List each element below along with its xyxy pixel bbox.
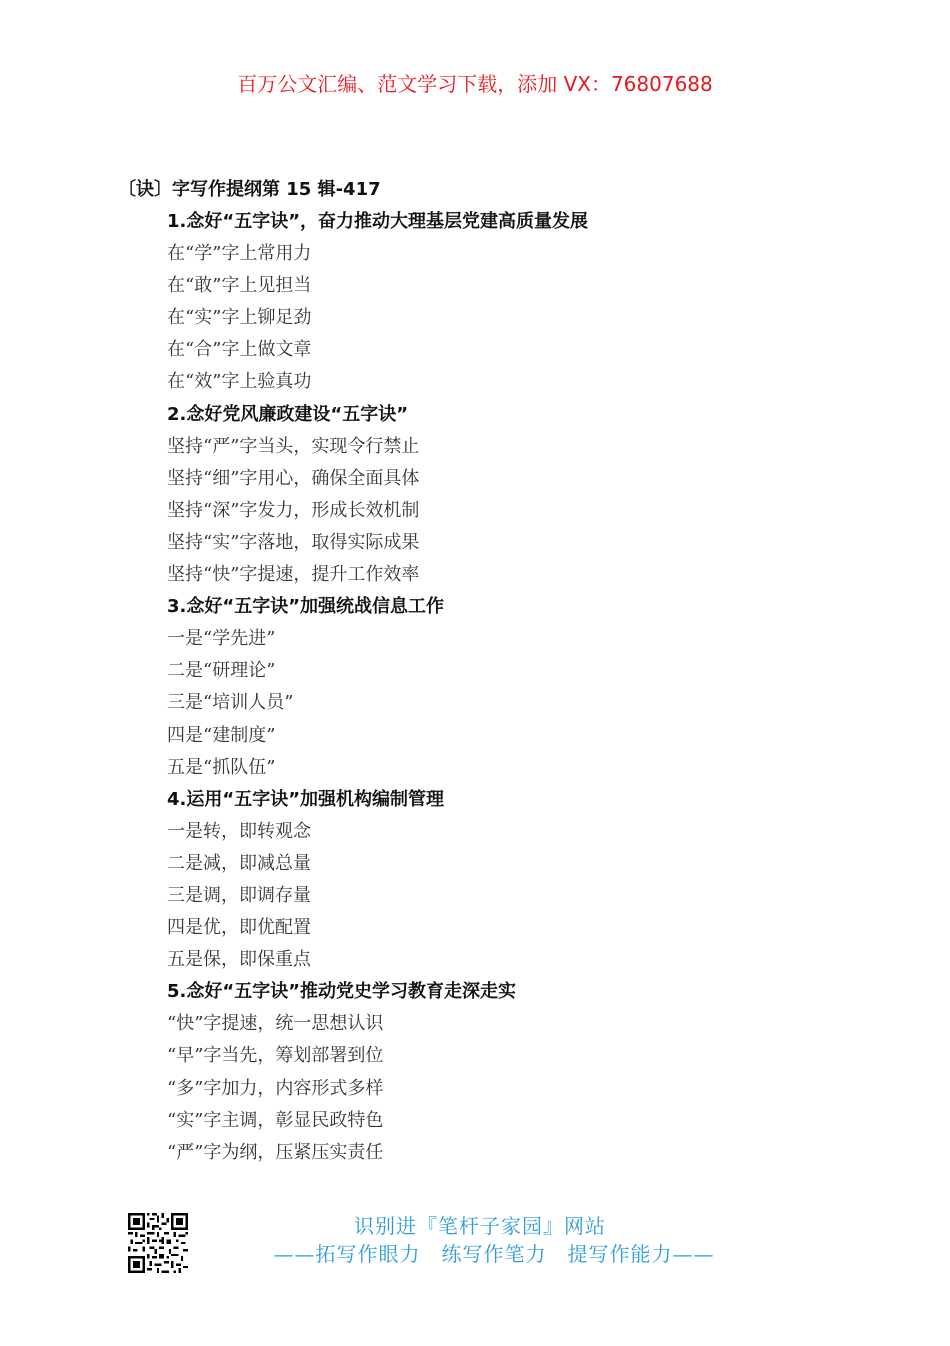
footer-site-link[interactable]: 识别进『笔杆子家园』网站 — [354, 1214, 606, 1238]
outline-item: 二是减，即减总量 — [167, 852, 311, 874]
outline-item: 坚持“细”字用心，确保全面具体 — [167, 467, 420, 489]
outline-heading: 1.念好“五字诀”，奋力推动大理基层党建高质量发展 — [167, 211, 589, 232]
outline-item: 坚持“快”字提速，提升工作效率 — [167, 564, 420, 586]
outline-item: 在“学”字上常用力 — [167, 243, 312, 265]
outline-heading: 3.念好“五字诀”加强统战信息工作 — [167, 596, 445, 618]
outline-item: 一是“学先进” — [167, 628, 276, 650]
outline-heading: 5.念好“五字诀”推动党史学习教育走深走实 — [167, 981, 517, 1003]
outline-heading: 2.念好党风廉政建设“五字诀” — [167, 403, 409, 425]
outline-list — [167, 206, 867, 1169]
document-title: 〔诀〕字写作提纲第 15 辑-417 — [118, 179, 381, 200]
outline-item: 在“合”字上做文章 — [167, 339, 312, 361]
outline-item: 坚持“实”字落地，取得实际成果 — [167, 531, 420, 553]
outline-item: 三是调，即调存量 — [167, 884, 311, 906]
header-banner: 百万公文汇编、范文学习下载，添加 VX：76807688 — [237, 72, 713, 96]
outline-item: “快”字提速，统一思想认识 — [167, 1013, 384, 1035]
outline-item: 五是“抓队伍” — [167, 756, 276, 778]
outline-item: 四是“建制度” — [167, 724, 276, 746]
qr-code-icon — [128, 1213, 188, 1273]
outline-item: 坚持“严”字当头，实现令行禁止 — [167, 435, 420, 457]
footer — [200, 1212, 760, 1268]
outline-item: 三是“培训人员” — [167, 692, 294, 714]
outline-item: 在“敢”字上见担当 — [167, 275, 312, 297]
outline-item: “实”字主调，彰显民政特色 — [167, 1109, 384, 1131]
outline-item: 二是“研理论” — [167, 660, 276, 682]
outline-item: 五是保，即保重点 — [167, 949, 311, 971]
outline-item: 一是转，即转观念 — [167, 820, 311, 842]
outline-heading: 4.运用“五字诀”加强机构编制管理 — [167, 788, 445, 810]
outline-item: “严”字为纲，压紧压实责任 — [167, 1141, 384, 1163]
outline-item: 在“实”字上铆足劲 — [167, 307, 312, 329]
outline-item: “早”字当先，筹划部署到位 — [167, 1045, 384, 1067]
outline-item: 坚持“深”字发力，形成长效机制 — [167, 499, 420, 521]
outline-item: 四是优，即优配置 — [167, 917, 311, 939]
footer-slogan: ——拓写作眼力 练写作笔力 提写作能力—— — [273, 1242, 715, 1266]
outline-item: 在“效”字上验真功 — [167, 371, 312, 393]
outline-item: “多”字加力，内容形式多样 — [167, 1077, 384, 1099]
